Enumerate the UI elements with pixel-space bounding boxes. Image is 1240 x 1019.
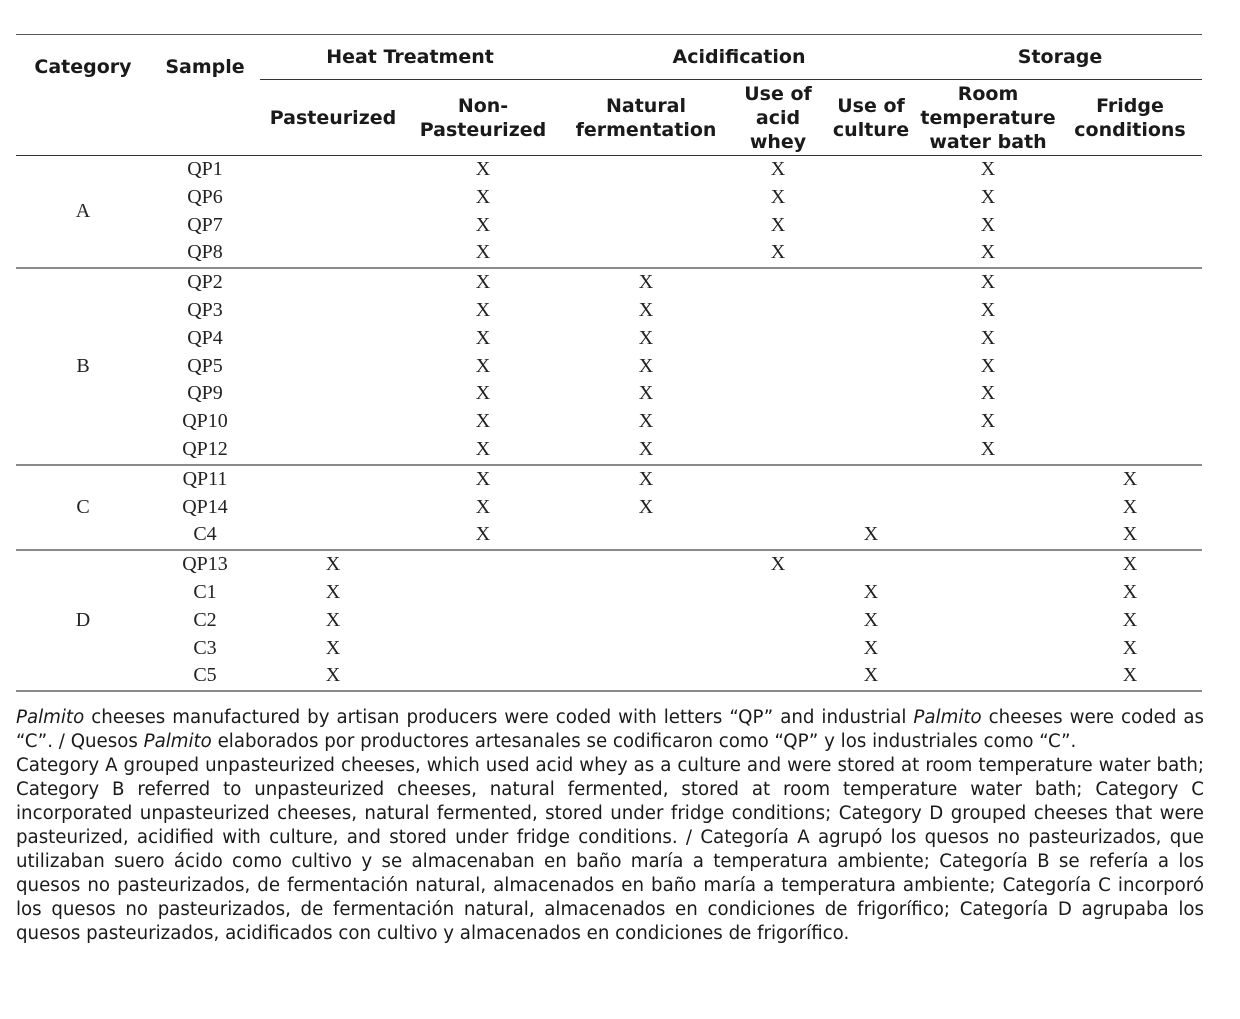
mark-cell: X <box>475 382 491 405</box>
mark-cell <box>406 607 560 635</box>
mark-cell <box>1058 353 1202 381</box>
mark-cell <box>560 662 732 691</box>
mark-cell <box>732 465 824 494</box>
mark-cell <box>918 550 1058 579</box>
mark-cell <box>732 353 824 381</box>
mark-cell: X <box>475 185 491 208</box>
table-row <box>16 380 1202 408</box>
mark-cell: X <box>980 437 996 460</box>
table-row <box>16 156 1202 184</box>
mark-cell: X <box>980 298 996 321</box>
mark-cell <box>1058 156 1202 184</box>
mark-cell <box>824 297 918 325</box>
table-row <box>16 353 1202 381</box>
sample-cell: QP10 <box>182 410 228 433</box>
mark-cell <box>918 662 1058 691</box>
footnote-run: cheeses manufactured by artisan producers were coded with letters “QP” and industrial <box>84 707 914 728</box>
mark-cell: X <box>560 465 732 494</box>
mark-cell <box>732 635 824 663</box>
sample-cell: QP9 <box>187 382 223 405</box>
footnote-coding <box>16 706 1204 754</box>
mark-cell: X <box>980 241 996 264</box>
mark-cell: X <box>863 608 879 631</box>
mark-cell: X <box>1122 608 1138 631</box>
mark-cell <box>1058 380 1202 408</box>
mark-cell <box>1058 212 1202 240</box>
mark-cell <box>824 494 918 522</box>
mark-cell <box>260 212 406 240</box>
mark-cell <box>918 465 1058 494</box>
table-row <box>16 184 1202 212</box>
mark-cell <box>260 408 406 436</box>
table-row <box>16 239 1202 268</box>
mark-cell <box>824 268 918 297</box>
mark-cell: X <box>732 550 824 579</box>
mark-cell: X <box>980 185 996 208</box>
category-cell: A <box>75 199 91 222</box>
mark-cell: X <box>1122 636 1138 659</box>
header-fridge-conditions: Fridge conditions <box>1058 80 1202 156</box>
sample-cell: C5 <box>150 662 260 691</box>
mark-cell <box>260 380 406 408</box>
table-header <box>16 35 1202 156</box>
mark-cell: X <box>406 268 560 297</box>
footnote-run: Palmito <box>913 707 982 728</box>
mark-cell: X <box>475 354 491 377</box>
mark-cell <box>824 325 918 353</box>
sample-cell: C3 <box>193 636 217 659</box>
mark-cell <box>824 380 918 408</box>
table-row <box>16 268 1202 297</box>
header-pasteurized: Pasteurized <box>260 80 406 156</box>
mark-cell <box>824 436 918 465</box>
category-cell: B <box>16 268 150 465</box>
mark-cell: X <box>1122 580 1138 603</box>
sample-cell: QP4 <box>187 326 223 349</box>
mark-cell: X <box>1122 495 1138 518</box>
mark-cell: X <box>638 410 654 433</box>
table-row <box>16 635 1202 663</box>
mark-cell: X <box>1122 523 1138 546</box>
mark-cell <box>406 579 560 607</box>
mark-cell <box>260 184 406 212</box>
table-row <box>16 550 1202 579</box>
mark-cell: X <box>1058 465 1202 494</box>
footnote-categories: Category A grouped unpasteurized cheeses, which used acid whey as a culture and were stored at room temperature water bath; Category B referred to unpasteurized cheeses, natural fermented, stored at room temperature water bath; Category C incorporated unpasteurized cheeses, natural fermented, stored under fridge conditions; Category D grouped cheeses that were pasteurized, acidified with culture, and stored under fridge conditions. / Categoría A agrupó los quesos no pasteurizados, que utilizaban suero ácido como cultivo y se almacenaban en baño maría a temperatura ambiente; Categoría B se refería a los quesos no pasteurizados, de fermentación natural, almacenados en baño maría a temperatura ambiente; Categoría C incorporó los quesos no pasteurizados, de fermentación natural, almacenados en condiciones de frigorífico; Categoría D agrupaba los quesos pasteurizados, acidificados con cultivo y almacenados en condiciones de frigorífico. <box>16 755 1204 944</box>
mark-cell <box>824 239 918 268</box>
mark-cell <box>732 521 824 550</box>
mark-cell: X <box>260 662 406 691</box>
sample-cell: QP6 <box>187 185 223 208</box>
table-row <box>16 662 1202 691</box>
header-non-pasteurized: Non- Pasteurized <box>406 80 560 156</box>
header-category: Category <box>16 35 150 156</box>
mark-cell <box>260 268 406 297</box>
mark-cell <box>260 239 406 268</box>
table-footnotes <box>16 706 1204 946</box>
mark-cell: X <box>406 465 560 494</box>
sample-cell: C1 <box>193 580 217 603</box>
mark-cell <box>406 550 560 579</box>
category-cell: C <box>16 465 150 550</box>
mark-cell <box>1058 184 1202 212</box>
mark-cell <box>260 521 406 550</box>
mark-cell: X <box>475 241 491 264</box>
header-use-of-culture: Use of culture <box>824 80 918 156</box>
mark-cell <box>560 550 732 579</box>
mark-cell: X <box>475 437 491 460</box>
mark-cell <box>732 579 824 607</box>
mark-cell: X <box>475 158 491 180</box>
mark-cell <box>732 607 824 635</box>
header-room-temperature-water-bath: Room temperature water bath <box>918 80 1058 156</box>
table-row <box>16 297 1202 325</box>
mark-cell: X <box>863 636 879 659</box>
footnote-run: cheeses were coded as “C”. / Quesos <box>16 707 1205 752</box>
header-group-storage: Storage <box>918 35 1202 80</box>
mark-cell <box>732 297 824 325</box>
table-body <box>16 156 1202 692</box>
mark-cell: X <box>980 326 996 349</box>
mark-cell: X <box>1058 662 1202 691</box>
mark-cell: X <box>475 410 491 433</box>
mark-cell <box>824 465 918 494</box>
mark-cell <box>824 408 918 436</box>
mark-cell <box>560 156 732 184</box>
mark-cell <box>260 494 406 522</box>
mark-cell <box>406 662 560 691</box>
mark-cell: X <box>770 241 786 264</box>
mark-cell: X <box>638 437 654 460</box>
sample-cell: QP12 <box>182 437 228 460</box>
sample-cell: C2 <box>193 608 217 631</box>
mark-cell <box>732 268 824 297</box>
mark-cell <box>1058 268 1202 297</box>
sample-cell: QP7 <box>187 213 223 236</box>
mark-cell: X <box>475 523 491 546</box>
mark-cell: X <box>638 298 654 321</box>
mark-cell: X <box>475 298 491 321</box>
mark-cell: X <box>980 213 996 236</box>
mark-cell <box>732 436 824 465</box>
sample-cell: QP5 <box>187 354 223 377</box>
mark-cell: X <box>863 580 879 603</box>
mark-cell: X <box>560 268 732 297</box>
category-cell: D <box>16 550 150 691</box>
table-row <box>16 212 1202 240</box>
mark-cell: X <box>325 580 341 603</box>
mark-cell: X <box>260 550 406 579</box>
mark-cell <box>560 212 732 240</box>
table-row <box>16 579 1202 607</box>
mark-cell <box>824 212 918 240</box>
footnote-run: Palmito <box>16 707 85 728</box>
table-row <box>16 607 1202 635</box>
mark-cell <box>732 408 824 436</box>
header-sample: Sample <box>150 35 260 156</box>
mark-cell <box>260 156 406 184</box>
mark-cell <box>918 635 1058 663</box>
table-row <box>16 325 1202 353</box>
header-natural-fermentation: Natural fermentation <box>560 80 732 156</box>
mark-cell <box>260 325 406 353</box>
mark-cell: X <box>770 213 786 236</box>
mark-cell <box>1058 436 1202 465</box>
mark-cell: X <box>824 662 918 691</box>
mark-cell <box>918 579 1058 607</box>
mark-cell <box>918 494 1058 522</box>
mark-cell: X <box>770 158 786 180</box>
footnote-run: Palmito <box>143 731 212 752</box>
mark-cell <box>560 521 732 550</box>
mark-cell <box>1058 408 1202 436</box>
header-use-of-acid-whey: Use of acid whey <box>732 80 824 156</box>
mark-cell <box>560 579 732 607</box>
table-row <box>16 436 1202 465</box>
mark-cell <box>560 635 732 663</box>
mark-cell: X <box>863 523 879 546</box>
mark-cell <box>560 239 732 268</box>
mark-cell: X <box>475 326 491 349</box>
mark-cell: X <box>980 158 996 180</box>
sample-cell: QP1 <box>187 158 223 180</box>
mark-cell <box>1058 325 1202 353</box>
mark-cell: X <box>475 213 491 236</box>
mark-cell <box>260 465 406 494</box>
sample-cell: QP3 <box>187 298 223 321</box>
mark-cell: X <box>980 354 996 377</box>
mark-cell: X <box>980 382 996 405</box>
mark-cell: X <box>770 185 786 208</box>
sample-cell: QP11 <box>150 465 260 494</box>
cheese-classification-table <box>16 34 1202 692</box>
table-row <box>16 494 1202 522</box>
mark-cell: X <box>1058 550 1202 579</box>
mark-cell <box>260 436 406 465</box>
sample-cell: C4 <box>193 523 217 546</box>
sample-cell: QP8 <box>187 241 223 264</box>
mark-cell <box>918 521 1058 550</box>
mark-cell: X <box>980 410 996 433</box>
header-group-heat-treatment: Heat Treatment <box>260 35 560 80</box>
mark-cell <box>732 662 824 691</box>
mark-cell <box>1058 239 1202 268</box>
mark-cell <box>260 297 406 325</box>
mark-cell <box>824 184 918 212</box>
table-row <box>16 521 1202 550</box>
mark-cell <box>560 184 732 212</box>
table-row <box>16 408 1202 436</box>
mark-cell: X <box>638 382 654 405</box>
mark-cell <box>824 156 918 184</box>
mark-cell <box>732 494 824 522</box>
mark-cell <box>918 607 1058 635</box>
mark-cell: X <box>325 636 341 659</box>
mark-cell <box>824 550 918 579</box>
footnote-run: elaborados por productores artesanales se codificaron como “QP” y los industriales como “C”. <box>211 731 1077 752</box>
mark-cell: X <box>325 608 341 631</box>
mark-cell: X <box>638 354 654 377</box>
mark-cell: X <box>638 495 654 518</box>
mark-cell <box>560 607 732 635</box>
table-row <box>16 465 1202 494</box>
mark-cell: X <box>638 326 654 349</box>
sample-cell: QP2 <box>150 268 260 297</box>
mark-cell: X <box>475 495 491 518</box>
mark-cell <box>406 635 560 663</box>
mark-cell <box>732 325 824 353</box>
table-container <box>16 34 1202 692</box>
header-group-acidification: Acidification <box>560 35 918 80</box>
mark-cell <box>1058 297 1202 325</box>
sample-cell: QP13 <box>150 550 260 579</box>
mark-cell <box>732 380 824 408</box>
mark-cell <box>260 353 406 381</box>
sample-cell: QP14 <box>182 495 228 518</box>
mark-cell: X <box>918 268 1058 297</box>
mark-cell <box>824 353 918 381</box>
